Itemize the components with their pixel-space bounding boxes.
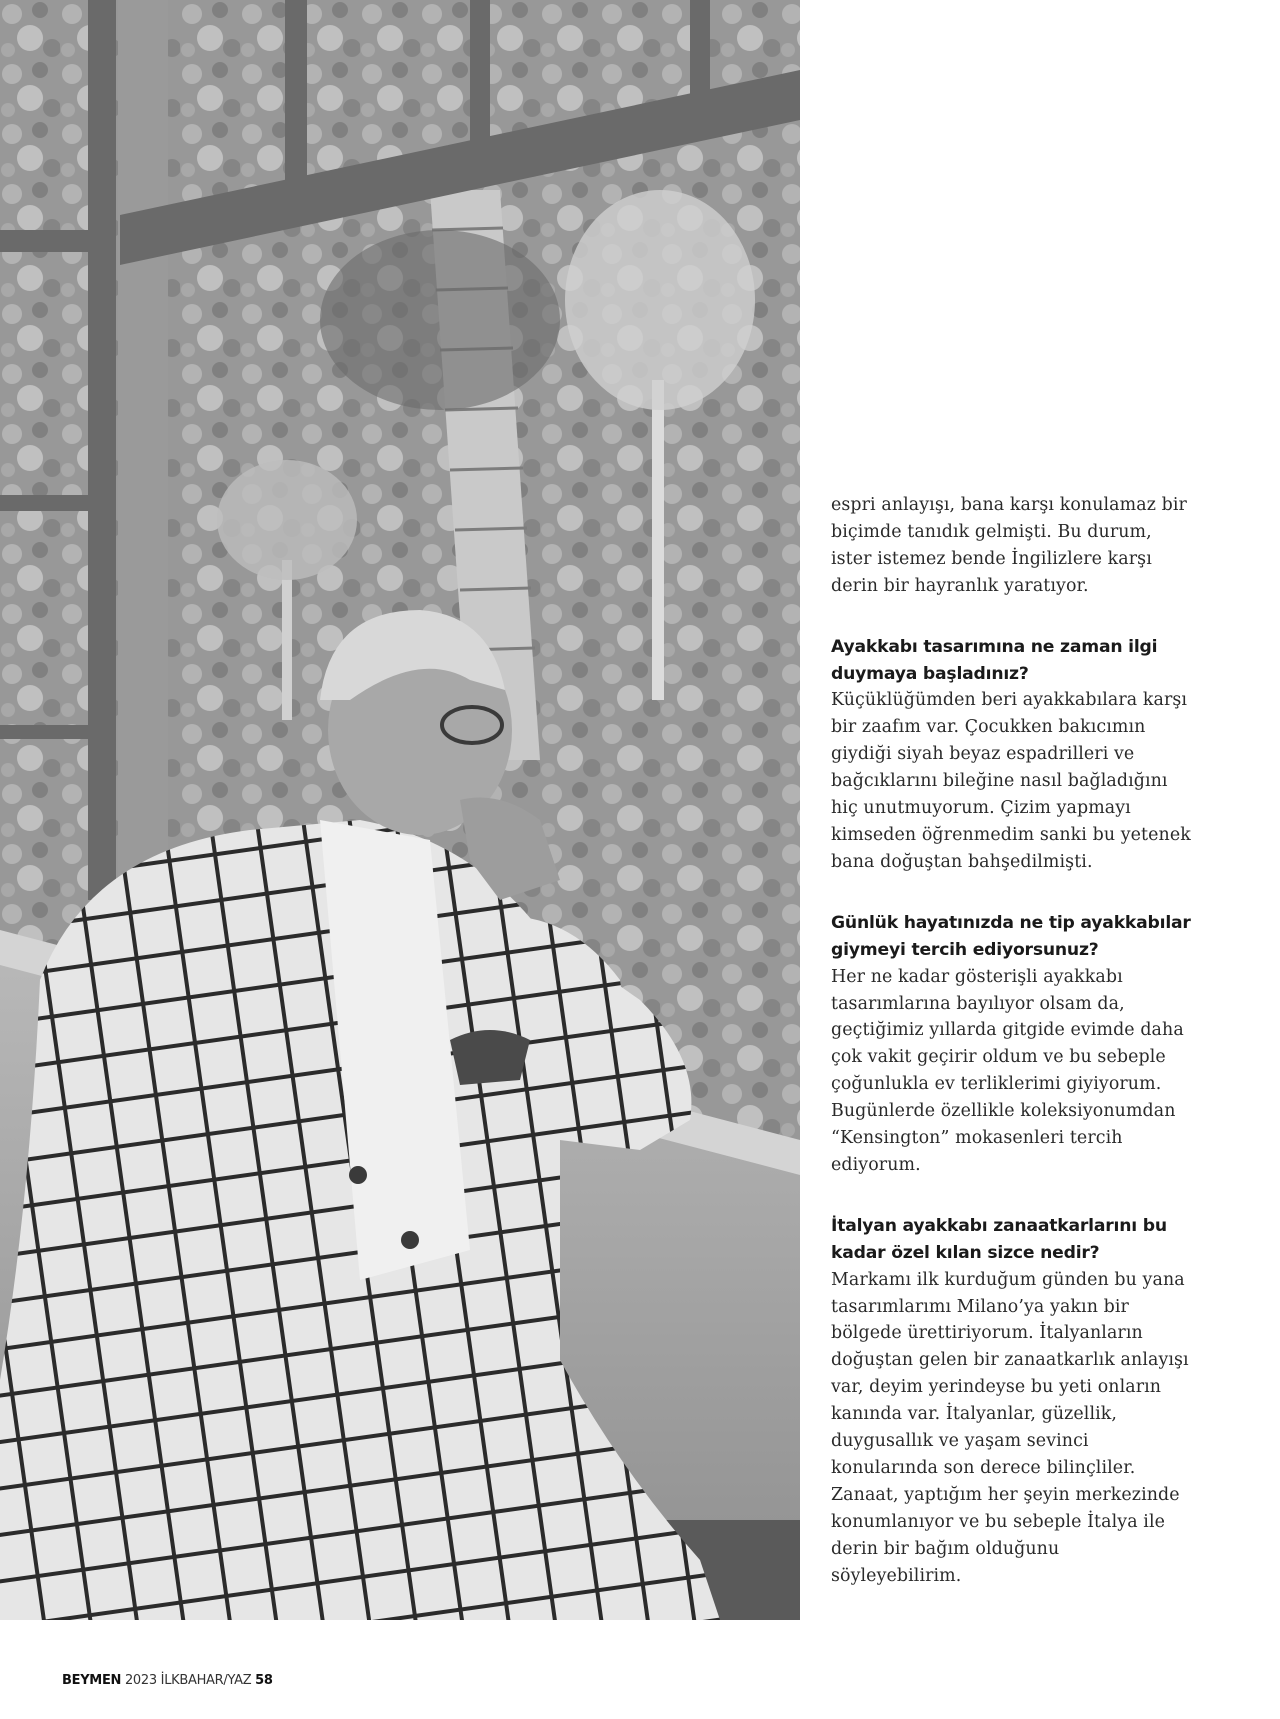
intro-paragraph: espri anlayışı, bana karşı konulamaz bir biçimde tanıdık gelmişti. Bu durum, ister istemez bende İngilizlere karşı derin bir hayranlık yaratıyor. (831, 495, 1187, 596)
answer-paragraph-2: Her ne kadar gösterişli ayakkabı tasarımlarına bayılıyor olsam da, geçtiğimiz yıllarda gitgide evimde daha çok vakit geçirir oldum ve bu sebeple çoğunlukla ev terliklerimi giyiyorum. Bugünlerde özellikle koleksiyonumdan “Kensington” mokasenleri tercih ediyorum. (831, 966, 1184, 1175)
question-heading-3: İtalyan ayakkabı zanaatkarlarını bu kadar özel kılan sizce nedir? (831, 1215, 1167, 1263)
question-heading-1: Ayakkabı tasarımına ne zaman ilgi duymaya başladınız? (831, 636, 1158, 684)
answer-paragraph-1: Küçüklüğümden beri ayakkabılara karşı bir zaafım var. Çocukken bakıcımın giydiği siyah beyaz espadrilleri ve bağcıklarını bileğine nasıl bağladığını hiç unutmuyorum. Çizim yapmayı kimseden öğrenmedim sanki bu yetenek bana doğuştan bahşedilmişti. (831, 690, 1191, 872)
page-footer (62, 1673, 273, 1688)
answer-paragraph-3: Markamı ilk kurduğum günden bu yana tasarımlarımı Milano’ya yakın bir bölgede ürettiriyorum. İtalyanların doğuştan gelen bir zanaatkarlık anlayışı var, deyim yerindeyse bu yeti onların kanında var. İtalyanlar, güzellik, duygusallık ve yaşam sevinci konularında son derece bilinçliler. Zanaat, yaptığım her şeyin merkezinde konumlanıyor ve bu sebeple İtalya ile derin bir bağım olduğunu söyleyebilirim. (831, 1269, 1189, 1586)
footer-edition: 2023 İLKBAHAR/YAZ (124, 1673, 252, 1688)
question-heading-2: Günlük hayatınızda ne tip ayakkabılar giymeyi tercih ediyorsunuz? (831, 912, 1191, 960)
footer-page-number: 58 (255, 1673, 273, 1688)
footer-brand: BEYMEN (62, 1673, 122, 1688)
article-text-column (831, 492, 1191, 1624)
